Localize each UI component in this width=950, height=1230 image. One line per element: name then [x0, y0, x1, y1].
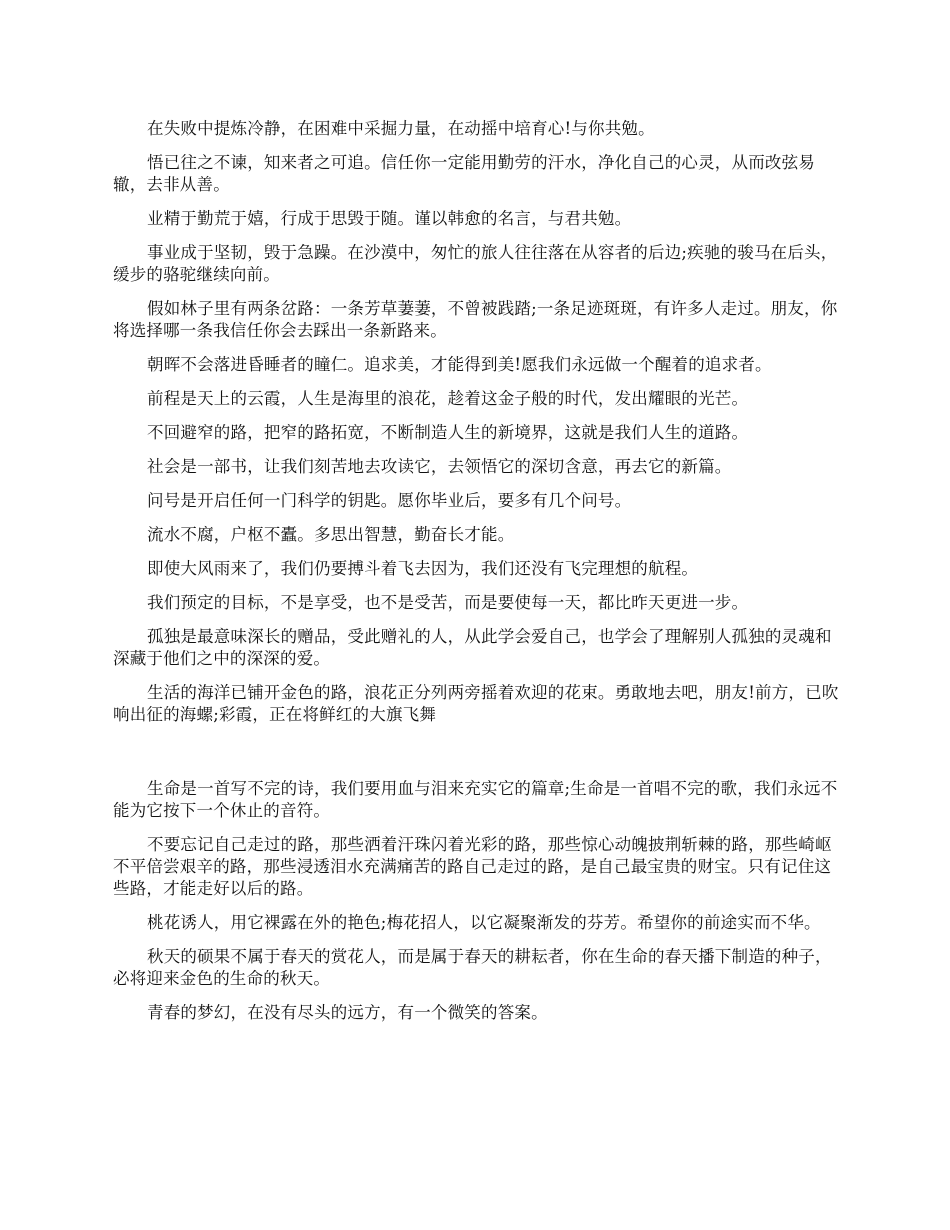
paragraph: 事业成于坚韧，毁于急躁。在沙漠中，匆忙的旅人往往落在从容者的后边;疾驰的骏马在后头，缓步的骆驼继续向前。 [113, 243, 838, 284]
paragraph: 在失败中提炼冷静，在困难中采掘力量，在动摇中培育心!与你共勉。 [147, 119, 655, 138]
paragraph: 假如林子里有两条岔路：一条芳草萋萋，不曾被践踏;一条足迹斑斑，有许多人走过。朋友，你将选择哪一条我信任你会去踩出一条新路来。 [113, 299, 838, 340]
paragraph: 流水不腐，户枢不蠹。多思出智慧，勤奋长才能。 [147, 525, 515, 544]
paragraph: 桃花诱人，用它裸露在外的艳色;梅花招人，以它凝聚渐发的芬芳。希望你的前途实而不华。 [147, 913, 821, 932]
paragraph: 青春的梦幻，在没有尽头的远方，有一个微笑的答案。 [147, 1003, 548, 1022]
paragraph: 不回避窄的路，把窄的路拓宽，不断制造人生的新境界，这就是我们人生的道路。 [147, 423, 749, 442]
paragraph: 生命是一首写不完的诗，我们要用血与泪来充实它的篇章;生命是一首唱不完的歌，我们永远不能为它按下一个休止的音符。 [113, 779, 838, 820]
paragraph: 悟已往之不谏，知来者之可追。信任你一定能用勤劳的汗水，净化自己的心灵，从而改弦易辙，去非从善。 [113, 153, 815, 194]
paragraph-group-1 [113, 118, 840, 726]
paragraph: 问号是开启任何一门科学的钥匙。愿你毕业后，要多有几个问号。 [147, 491, 632, 510]
paragraph: 我们预定的目标，不是享受，也不是受苦，而是要使每一天，都比昨天更进一步。 [147, 593, 749, 612]
paragraph: 生活的海洋已铺开金色的路，浪花正分列两旁摇着欢迎的花束。勇敢地去吧，朋友!前方，已吹响出征的海螺;彩霞，正在将鲜红的大旗飞舞 [113, 683, 839, 724]
paragraph: 前程是天上的云霞，人生是海里的浪花，趁着这金子般的时代，发出耀眼的光芒。 [147, 389, 749, 408]
paragraph: 不要忘记自己走过的路，那些洒着汗珠闪着光彩的路，那些惊心动魄披荆斩棘的路，那些崎岖不平倍尝艰辛的路，那些浸透泪水充满痛苦的路自己走过的路，是自己最宝贵的财宝。只有记住这些路，才能走好以后的路。 [113, 835, 832, 898]
paragraph: 业精于勤荒于嬉，行成于思毁于随。谨以韩愈的名言，与君共勉。 [147, 209, 632, 228]
paragraph: 社会是一部书，让我们刻苦地去攻读它，去领悟它的深切含意，再去它的新篇。 [147, 457, 732, 476]
paragraph: 孤独是最意味深长的赠品，受此赠礼的人，从此学会爱自己，也学会了理解别人孤独的灵魂和深藏于他们之中的深深的爱。 [113, 627, 832, 668]
section-spacer [113, 738, 840, 778]
paragraph: 即使大风雨来了，我们仍要搏斗着飞去因为，我们还没有飞完理想的航程。 [147, 559, 699, 578]
paragraph: 秋天的硕果不属于春天的赏花人，而是属于春天的耕耘者，你在生命的春天播下制造的种子，必将迎来金色的生命的秋天。 [113, 947, 832, 988]
paragraph-group-2 [113, 778, 840, 1024]
paragraph: 朝晖不会落进昏睡者的瞳仁。追求美，才能得到美!愿我们永远做一个醒着的追求者。 [147, 355, 772, 374]
document-page [113, 118, 840, 1036]
